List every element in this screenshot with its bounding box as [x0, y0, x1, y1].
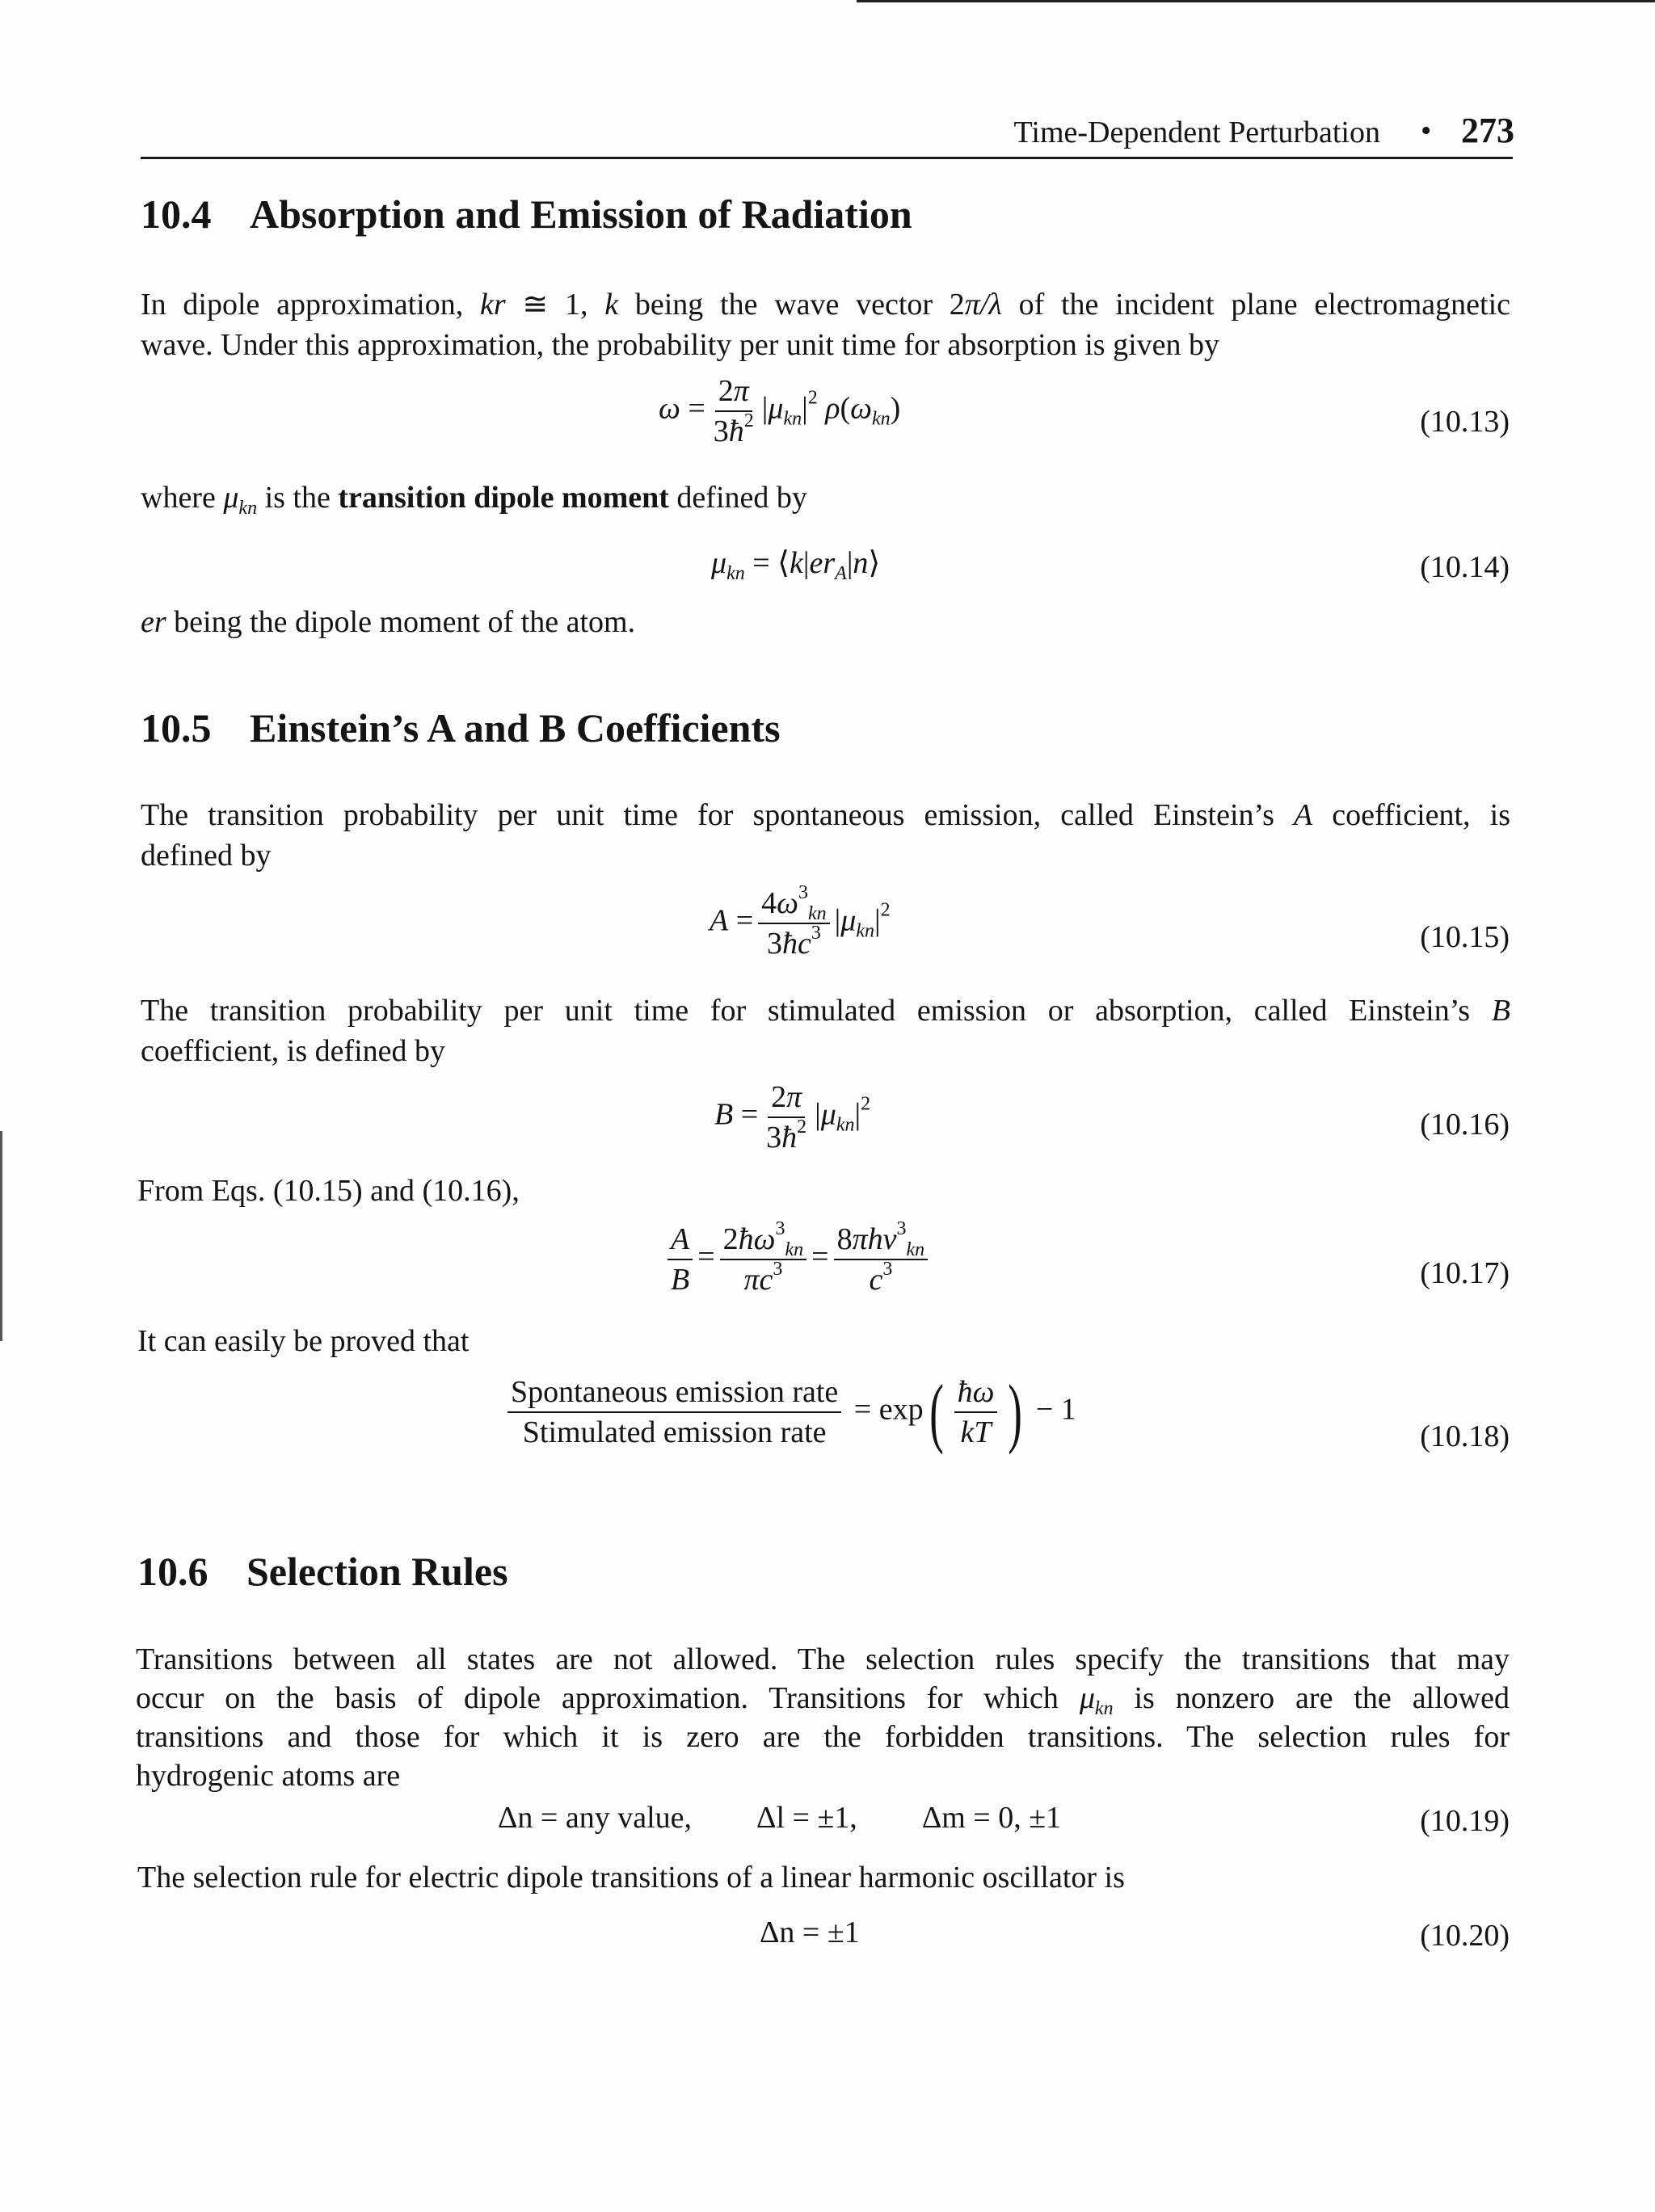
top-edge-line — [857, 0, 1655, 2]
left-scan-edge — [0, 1131, 2, 1341]
paragraph-a-coefficient — [141, 795, 1510, 876]
equation-number: (10.19) — [1420, 1804, 1510, 1838]
section-number: 10.5 — [141, 705, 212, 751]
equation-10-15: A = $\frac{4\omega^3_{kn}}{3ħc^3}$ $|\mu_{kn}|^2$ — [710, 882, 891, 961]
math-pi-over-lambda: π/λ — [964, 288, 1002, 322]
section-title: Selection Rules — [246, 1549, 508, 1594]
math-B: B — [1491, 994, 1510, 1028]
section-number: 10.4 — [141, 191, 212, 237]
equation-number: (10.18) — [1420, 1419, 1510, 1453]
text-run: coefficient, is — [1312, 798, 1510, 832]
fraction: $\frac{ħ\omega}{kT}$ — [954, 1374, 998, 1450]
equation-10-13: ω = $\frac{2\pi}{3ħ^2}$ $|\mu_{kn}|^2$ $\rho(\omega_{kn})$ — [659, 374, 901, 448]
paragraph-selection-rules — [136, 1640, 1510, 1795]
text-where-transition-dipole — [141, 480, 807, 519]
equation-number: (10.20) — [1420, 1919, 1510, 1953]
section-heading-10-4 — [141, 191, 912, 238]
math-A: A — [1293, 798, 1313, 832]
section-heading-10-6 — [137, 1548, 508, 1595]
math-er: er — [141, 605, 166, 639]
paragraph-line: wave. Under this approximation, the probability per unit time for absorption is given by — [141, 328, 1220, 362]
math-k: k — [604, 288, 619, 322]
equation-10-20: Δn = ±1 — [760, 1916, 860, 1949]
bold-term: transition dipole moment — [338, 481, 669, 515]
text-run: is the — [257, 481, 339, 515]
paragraph-line — [141, 990, 1510, 1031]
math-kr: kr — [480, 288, 506, 322]
header-rule — [141, 157, 1513, 159]
math-subscript: kn — [1094, 1698, 1114, 1719]
math-mu: μ — [223, 481, 239, 515]
paragraph-line — [141, 795, 1510, 835]
equation-number: (10.17) — [1420, 1256, 1510, 1290]
fraction: $\frac{2\pi}{3ħ^2}$ — [713, 374, 754, 448]
numerator-text: Spontaneous emission rate — [507, 1374, 841, 1413]
equation-10-18: $\frac{\text{Spontaneous emission rate}}{\text{Stimulated emission rate}}$ = exp( $\frac{ħ\omega}{kT}$ ) − 1 — [503, 1373, 1076, 1451]
header-bullet: • — [1421, 114, 1432, 148]
paragraph-dipole-approximation — [141, 284, 1510, 365]
text-run: The transition probability per unit time for spontaneous emission, called Einstein’s — [141, 798, 1294, 832]
math-subscript: kn — [238, 498, 258, 519]
equation-10-17: $\frac{A}{B}$ = $\frac{2ħ\omega^3_{kn}}{\pi c^3}$ = $\frac{8\pi h\nu^3_{kn}}{c^3}$ — [663, 1222, 933, 1297]
paragraph-line: hydrogenic atoms are — [136, 1759, 401, 1793]
page-number: 273 — [1461, 111, 1514, 150]
paragraph-line — [141, 284, 1510, 325]
denominator-text: Stimulated emission rate — [522, 1415, 827, 1449]
text-run: is nonzero are the allowed — [1113, 1681, 1510, 1715]
fraction: $\frac{2\pi}{3ħ^2}$ — [766, 1080, 807, 1154]
math-mu: μ — [1079, 1681, 1095, 1715]
text-run: occur on the basis of dipole approximation. Transitions for which — [136, 1681, 1080, 1715]
text-run: defined by — [668, 481, 807, 515]
section-number: 10.6 — [137, 1549, 208, 1594]
text-from-eqs: From Eqs. (10.15) and (10.16), — [137, 1174, 520, 1208]
equation-number: (10.13) — [1420, 405, 1510, 439]
rule-delta-n: Δn = any value, — [498, 1801, 693, 1835]
text-run: of the incident plane electromagnetic — [1001, 288, 1510, 322]
minus-one: − 1 — [1035, 1392, 1076, 1427]
text-run: In dipole approximation, — [141, 288, 480, 322]
fraction: $\frac{A}{B}$ — [667, 1222, 693, 1297]
paragraph-line: defined by — [141, 839, 272, 873]
paragraph-line — [136, 1679, 1510, 1718]
section-heading-10-5 — [141, 704, 781, 751]
equation-10-19 — [498, 1800, 1061, 1836]
fraction: $\frac{8\pi h\nu^3_{kn}}{c^3}$ — [834, 1222, 929, 1297]
paragraph-line: transitions and those for which it is zero are the forbidden transitions. The selection rules for — [136, 1720, 1510, 1754]
text-run: being the dipole moment of the atom. — [166, 605, 636, 639]
rule-delta-l: Δl = ±1, — [756, 1801, 857, 1835]
fraction: $\frac{4\omega^3_{kn}}{3ħc^3}$ — [758, 885, 830, 961]
text-run: where — [141, 481, 224, 515]
text-easily-proved: It can easily be proved that — [137, 1324, 470, 1358]
equation-10-14: $\mu_{kn}$ = $⟨k|er_A|n⟩$ — [711, 546, 881, 584]
text-run: The transition probability per unit time for stimulated emission or absorption, called Einstein’s — [141, 994, 1492, 1028]
text-run: ≅ 1, — [505, 288, 605, 322]
paragraph-line: coefficient, is defined by — [141, 1034, 446, 1068]
equation-number: (10.16) — [1420, 1108, 1510, 1142]
text-harmonic-oscillator: The selection rule for electric dipole transitions of a linear harmonic oscillator is — [137, 1861, 1125, 1894]
paragraph-b-coefficient — [141, 990, 1510, 1071]
section-title: Absorption and Emission of Radiation — [250, 191, 912, 237]
text-run: being the wave vector 2 — [618, 288, 965, 322]
text-er-dipole-moment — [141, 604, 635, 640]
exp-function: exp — [878, 1392, 924, 1427]
running-title: Time-Dependent Perturbation — [1013, 116, 1380, 149]
rule-delta-m: Δm = 0, ±1 — [921, 1801, 1062, 1835]
equation-number: (10.15) — [1420, 920, 1510, 954]
fraction: $\frac{2ħ\omega^3_{kn}}{\pi c^3}$ — [720, 1222, 807, 1297]
section-title: Einstein’s A and B Coefficients — [250, 705, 781, 751]
fraction-emission-rates — [507, 1374, 841, 1450]
equation-number: (10.14) — [1420, 550, 1510, 584]
equation-10-16: B = $\frac{2\pi}{3ħ^2}$ $|\mu_{kn}|^2$ — [714, 1080, 871, 1154]
paragraph-line: Transitions between all states are not allowed. The selection rules specify the transitions that may — [136, 1642, 1510, 1676]
